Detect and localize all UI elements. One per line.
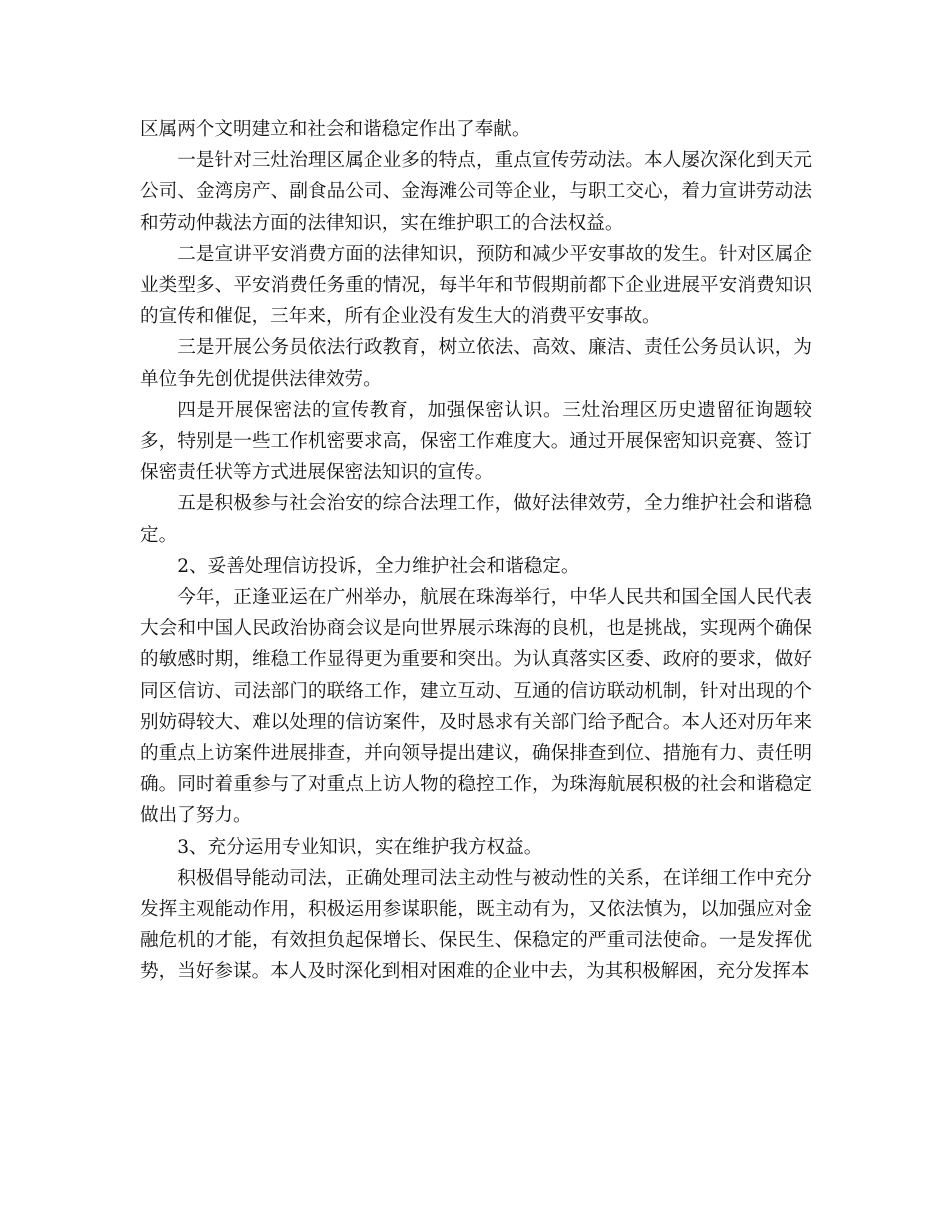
paragraph-civil-servant: 三是开展公务员依法行政教育，树立依法、高效、廉洁、责任公务员认识，为单位争先创优提供法律效劳。 [140, 337, 812, 390]
paragraph-active-justice: 积极倡导能动司法，正确处理司法主动性与被动性的关系，在详细工作中充分发挥主观能动作用，积极运用参谋职能，既主动有为，又依法慎为，以加强应对金融危机的才能，有效担负起保增长、保民生、保稳定的严重司法使命。一是发挥优势，当好参谋。本人及时深化到相对困难的企业中去，为其积极解困，充分发挥本 [140, 867, 812, 983]
paragraph-continuation: 区属两个文明建立和社会和谐稳定作出了奉献。 [140, 119, 531, 140]
section-heading-petitions: 2、妥善处理信访投诉，全力维护社会和谐稳定。 [177, 555, 580, 577]
paragraph-safety: 二是宣讲平安消费方面的法律知识，预防和减少平安事故的发生。针对区属企业类型多、平安消费任务重的情况，每半年和节假期前都下企业进展平安消费知识的宣传和催促，三年来，所有企业没有发生大的消费平安事故。 [140, 243, 812, 328]
document-body [140, 114, 812, 988]
section-heading-expertise: 3、充分运用专业知识，实在维护我方权益。 [177, 836, 543, 858]
paragraph-public-security: 五是积极参与社会治安的综合法理工作，做好法律效劳，全力维护社会和谐稳定。 [140, 493, 812, 546]
paragraph-labor-law: 一是针对三灶治理区属企业多的特点，重点宣传劳动法。本人屡次深化到天元公司、金湾房产、副食品公司、金海滩公司等企业，与职工交心，着力宣讲劳动法和劳动仲裁法方面的法律知识，实在维护职工的合法权益。 [140, 150, 812, 234]
paragraph-confidentiality: 四是开展保密法的宣传教育，加强保密认识。三灶治理区历史遗留征询题较多，特别是一些工作机密要求高，保密工作难度大。通过开展保密知识竞赛、签订保密责任状等方式进展保密法知识的宣传。 [140, 399, 812, 484]
paragraph-petitions: 今年，正逢亚运在广州举办，航展在珠海举行，中华人民共和国全国人民代表大会和中国人民政治协商会议是向世界展示珠海的良机，也是挑战，实现两个确保的敏感时期，维稳工作显得更为重要和突出。为认真落实区委、政府的要求，做好同区信访、司法部门的联络工作，建立互动、互通的信访联动机制，针对出现的个别妨碍较大、难以处理的信访案件，及时恳求有关部门给予配合。本人还对历年来的重点上访案件进展排查，并向领导提出建议，确保排查到位、措施有力、责任明确。同时着重参与了对重点上访人物的稳控工作，为珠海航展积极的社会和谐稳定做出了努力。 [140, 587, 812, 827]
